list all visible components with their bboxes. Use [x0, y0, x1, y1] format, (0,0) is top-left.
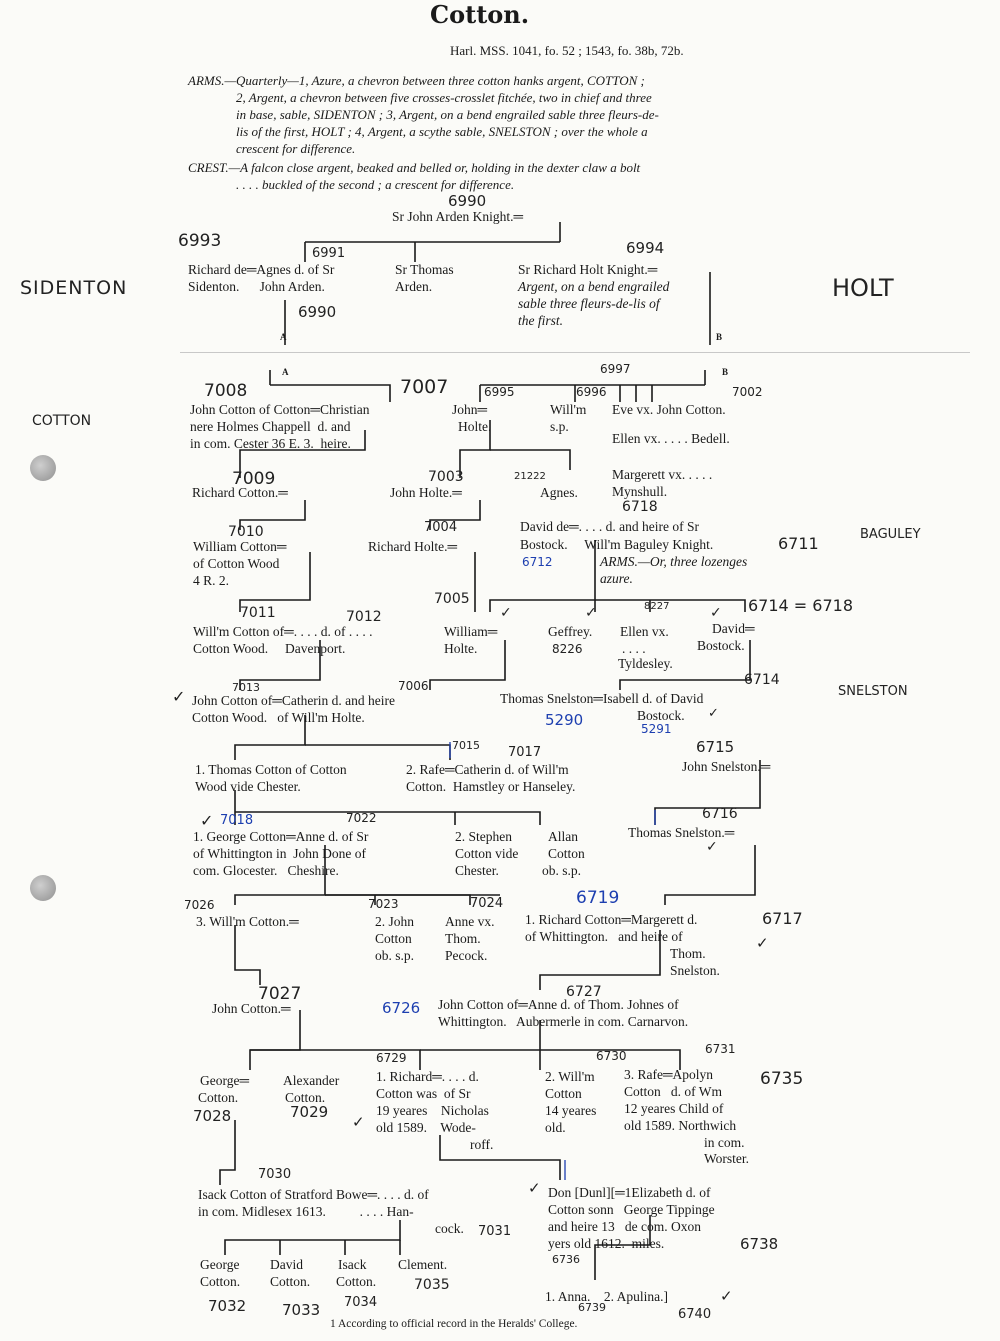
mark-b: B: [722, 367, 729, 377]
person-willm-14-line3: 14 yeares: [545, 1103, 597, 1118]
check-mark: ✓: [708, 706, 719, 721]
person-william-cotton-line2: of Cotton Wood: [193, 556, 280, 571]
annotation-7033: 7033: [282, 1301, 321, 1319]
holt-arms-line3: the first.: [518, 313, 564, 328]
person-don-line2: Cotton sonn George Tippinge: [548, 1202, 715, 1217]
person-john-cotton-wood-line1: John Cotton of═Catherin d. and heire: [192, 693, 396, 708]
person-george-cotton-line1: 1. George Cotton═Anne d. of Sr: [193, 829, 369, 844]
holt-arms-line2: sable three fleurs-de-lis of: [518, 296, 660, 311]
person-allan-line3: ob. s.p.: [542, 863, 582, 878]
person-david-bostock-2-line2: Bostock.: [697, 638, 745, 653]
annotation-6719: 6719: [576, 888, 620, 908]
person-thomas-arden-line2: Arden.: [395, 279, 433, 294]
person-isack-line3: cock.: [435, 1221, 464, 1236]
person-rafe-12-line1: 3. Rafe═Apolyn: [624, 1067, 714, 1082]
annotation-7010: 7010: [228, 524, 264, 540]
annotation-7024: 7024: [470, 896, 504, 911]
person-george-cotton-2-line2: Cotton.: [198, 1090, 239, 1105]
person-richard-19-line1: 1. Richard═. . . . d.: [376, 1069, 479, 1084]
person-richard-holt: Sr Richard Holt Knight.═: [518, 262, 658, 277]
person-rafe-12-line5: in com.: [704, 1135, 745, 1150]
person-don-line1: Don [Dunl][═1Elizabeth d. of: [548, 1185, 711, 1200]
person-agnes: Agnes.: [540, 485, 578, 500]
annotation-7013: 7013: [232, 681, 260, 694]
person-son-david: David: [270, 1257, 303, 1272]
annotation-7030: 7030: [258, 1167, 292, 1182]
annotation-6995: 6995: [484, 385, 515, 399]
margin-note-sidenton: SIDENTON: [20, 277, 128, 299]
annotation-6712: 6712: [522, 555, 553, 569]
person-ellen-bedell: Ellen vx. . . . . Bedell.: [612, 431, 730, 446]
annotation-6717: 6717: [762, 909, 803, 928]
margin-note-baguley: BAGULEY: [860, 527, 921, 542]
person-john-cotton-1-line2: nere Holmes Chappell d. and: [190, 419, 351, 434]
person-john-arden: Sr John Arden Knight.═: [392, 209, 524, 224]
annotation-6994: 6994: [626, 239, 665, 257]
surname-david: Cotton.: [270, 1274, 311, 1289]
annotation-6736: 6736: [552, 1253, 580, 1266]
annotation-6990-top: 6990: [448, 192, 487, 210]
margin-note-holt: HOLT: [832, 274, 894, 302]
person-don-line3: and heire 13 de com. Oxon: [548, 1219, 701, 1234]
person-willm-cotton-wood-line1: Will'm Cotton of═. . . . d. of . . . .: [193, 624, 373, 639]
person-willm-cotton-wood-line2: Cotton Wood. Davenport.: [193, 641, 346, 656]
person-thomas-snelston-2: Thomas Snelston.═: [628, 825, 735, 840]
person-alexander-line2: Cotton.: [285, 1090, 326, 1105]
annotation-6731: 6731: [705, 1042, 736, 1056]
annotation-6715: 6715: [696, 738, 735, 756]
annotation-6718: 6718: [622, 499, 658, 515]
person-john-holte-1-line1: John═: [452, 402, 488, 417]
manuscript-reference: Harl. MSS. 1041, fo. 52 ; 1543, fo. 38b, 72b.: [450, 43, 684, 58]
page-title: Cotton.: [430, 0, 530, 29]
annotation-8227: 8227: [644, 601, 670, 612]
person-alexander-line1: Alexander: [283, 1073, 340, 1088]
person-richard-19-line2: Cotton was of Sr: [376, 1086, 471, 1101]
annotation-6993: 6993: [178, 231, 222, 251]
person-david-bostock-line2: Bostock. Will'm Baguley Knight.: [520, 537, 714, 552]
annotation-7028: 7028: [193, 1107, 232, 1125]
annotation-7012: 7012: [346, 609, 382, 625]
annotation-7022: 7022: [346, 811, 377, 825]
person-thomas-cotton-line1: 1. Thomas Cotton of Cotton: [195, 762, 347, 777]
baguley-arms-line2: azure.: [600, 571, 633, 586]
arms-line-5: crescent for difference.: [236, 141, 356, 156]
check-mark: ✓: [756, 934, 769, 952]
person-richard-cotton-1: Richard Cotton.═: [192, 485, 288, 500]
person-richard-whittington-line2: of Whittington. and heire of: [525, 929, 683, 944]
annotation-21222: 21222: [514, 471, 546, 482]
arms-line-3: in base, sable, SIDENTON ; 3, Argent, on a bend engrailed sable three fleurs-de-: [236, 107, 659, 122]
person-willm-1-line2: s.p.: [550, 419, 569, 434]
person-john-cotton-1-line1: John Cotton of Cotton═Christian: [190, 402, 370, 417]
person-john-cotton-wood-line2: Cotton Wood. of Will'm Holte.: [192, 710, 365, 725]
fold-line: [180, 352, 970, 353]
person-don-line4: yers old 1612. miles.: [548, 1236, 665, 1251]
person-son-clement: Clement.: [398, 1257, 448, 1272]
person-richard-sidenton-line2: Sidenton. John Arden.: [188, 279, 325, 294]
person-anne-pecock-line1: Anne vx.: [445, 914, 495, 929]
person-margerett-line2: Mynshull.: [612, 484, 668, 499]
person-william-holte-line1: William═: [444, 624, 498, 639]
person-richard-whittington-line1: 1. Richard Cotton═Margerett d.: [525, 912, 698, 927]
person-richard-19-line5: roff.: [470, 1137, 494, 1152]
person-thomas-cotton-line2: Wood vide Chester.: [195, 779, 301, 794]
annotation-7029: 7029: [290, 1103, 329, 1121]
check-mark: ✓: [500, 605, 512, 621]
person-george-cotton-2-line1: George═: [200, 1073, 250, 1088]
annotation-7002: 7002: [732, 385, 763, 399]
person-son-isack: Isack: [338, 1257, 367, 1272]
annotation-6714: 6714: [744, 672, 780, 688]
check-mark: ✓: [200, 811, 214, 830]
annotation-6738: 6738: [740, 1235, 779, 1253]
person-anne-pecock-line3: Pecock.: [445, 948, 488, 963]
person-ellen-tyldesley-line2: . . . .: [622, 641, 646, 656]
annotation-7026: 7026: [184, 898, 215, 912]
surname-george: Cotton.: [200, 1274, 241, 1289]
arms-line-2: 2, Argent, a chevron between five crosses-crosslet fitchée, two in chief and three: [236, 90, 652, 105]
person-margerett-line1: Margerett vx. . . . .: [612, 467, 713, 482]
footnote: 1 According to official record in the Heralds' College.: [330, 1318, 578, 1330]
person-stephen-line1: 2. Stephen: [455, 829, 512, 844]
annotation-7031: 7031: [478, 1224, 512, 1239]
annotation-6991: 6991: [312, 246, 346, 261]
check-mark: ✓: [710, 605, 722, 621]
annotation-6740: 6740: [678, 1307, 712, 1322]
person-richard-19-line4: old 1589. Wode-: [376, 1120, 476, 1135]
annotation-7023: 7023: [368, 897, 399, 911]
person-richard-sidenton-line1: Richard de═Agnes d. of Sr: [188, 262, 335, 277]
person-thomas-arden-line1: Sr Thomas: [395, 262, 454, 277]
annotation-7006: 7006: [398, 679, 429, 693]
person-allan-line2: Cotton: [548, 846, 585, 861]
annotation-7017: 7017: [508, 745, 542, 760]
check-mark: ✓: [720, 1287, 733, 1305]
crest-line-1: CREST.—A falcon close argent, beaked and belled or, holding in the dexter claw a bolt: [188, 160, 641, 175]
person-john-cotton-lower: John Cotton.═: [212, 1001, 291, 1016]
annotation-7004: 7004: [424, 520, 458, 535]
person-stephen-line3: Chester.: [455, 863, 499, 878]
annotation-7008: 7008: [204, 381, 248, 401]
annotation-6716: 6716: [702, 806, 738, 822]
person-rafe-cotton-line1: 2. Rafe═Catherin d. of Will'm: [406, 762, 569, 777]
person-john-cotton-whittington-line2: Whittington. Aubermerle in com. Carnarvon.: [438, 1014, 689, 1029]
arms-line-4: lis of the first, HOLT ; 4, Argent, a scythe sable, SNELSTON ; over the whole a: [236, 124, 648, 139]
annotation-7009: 7009: [232, 469, 276, 489]
arms-line-1: ARMS.—Quarterly—1, Azure, a chevron between three cotton hanks argent, COTTON ;: [188, 73, 645, 88]
margin-note-cotton: COTTON: [32, 413, 92, 429]
annotation-7027: 7027: [258, 984, 302, 1004]
annotation-7034: 7034: [344, 1295, 378, 1310]
person-ellen-tyldesley-line3: Tyldesley.: [618, 656, 673, 671]
person-rafe-12-line6: Worster.: [704, 1151, 750, 1166]
person-john-2-line1: 2. John: [375, 914, 415, 929]
person-john-cotton-1-line3: in com. Cester 36 E. 3. heire.: [190, 436, 351, 451]
mark-a: A: [282, 367, 289, 377]
check-mark: ✓: [352, 1113, 365, 1131]
annotation-8226: 8226: [552, 642, 583, 656]
person-willm-cotton-3: 3. Will'm Cotton.═: [196, 914, 299, 929]
person-stephen-line2: Cotton vide: [455, 846, 519, 861]
person-anne-pecock-line2: Thom.: [445, 931, 481, 946]
person-ellen-tyldesley-line1: Ellen vx.: [620, 624, 669, 639]
mark-a: A: [280, 332, 287, 342]
person-george-cotton-line2: of Whittington in John Done of: [193, 846, 366, 861]
person-john-cotton-whittington-line1: John Cotton of═Anne d. of Thom. Johnes of: [438, 997, 679, 1012]
annotation-6990: 6990: [298, 303, 337, 321]
check-mark: ✓: [528, 1179, 541, 1197]
baguley-arms-line1: ARMS.—Or, three lozenges: [600, 554, 748, 569]
person-john-2-line2: Cotton: [375, 931, 412, 946]
annotation-5291: 5291: [641, 722, 672, 736]
crest-line-2: . . . . buckled of the second ; a crescent for difference.: [236, 177, 515, 192]
person-william-holte-line2: Holte.: [444, 641, 478, 656]
person-john-holte-2: John Holte.═: [390, 485, 462, 500]
person-daughters: 1. Anna. 2. Apulina.]: [545, 1289, 668, 1304]
annotation-6714-eq-6718: 6714 = 6718: [748, 596, 854, 615]
person-willm-1-line1: Will'm: [550, 402, 587, 417]
annotation-6730: 6730: [596, 1049, 627, 1063]
person-son-george: George: [200, 1257, 240, 1272]
person-allan-line1: Allan: [548, 829, 578, 844]
annotation-6735: 6735: [760, 1069, 804, 1089]
person-geffrey: Geffrey.: [548, 624, 593, 639]
annotation-6997: 6997: [600, 362, 631, 376]
person-richard-whittington-line3: Thom.: [670, 946, 706, 961]
annotation-6711: 6711: [778, 534, 819, 553]
annotation-7003: 7003: [428, 469, 464, 485]
mark-b: B: [716, 332, 723, 342]
person-richard-19-line3: 19 yeares Nicholas: [376, 1103, 489, 1118]
person-john-2-line3: ob. s.p.: [375, 948, 415, 963]
person-eve: Eve vx. John Cotton.: [612, 402, 726, 417]
person-rafe-12-line4: old 1589. Northwich: [624, 1118, 737, 1133]
annotation-7005: 7005: [434, 591, 470, 607]
person-richard-holte: Richard Holte.═: [368, 539, 458, 554]
check-mark: ✓: [706, 839, 718, 855]
person-rafe-cotton-line2: Cotton. Hamstley or Hanseley.: [406, 779, 576, 794]
annotation-5290: 5290: [545, 711, 584, 729]
check-mark: ✓: [585, 605, 597, 621]
annotation-7007: 7007: [400, 376, 449, 398]
person-thomas-snelston: Thomas Snelston═Isabell d. of David: [500, 691, 704, 706]
annotation-7015: 7015: [452, 739, 480, 752]
person-rafe-12-line3: 12 yeares Child of: [624, 1101, 724, 1116]
person-rafe-12-line2: Cotton d. of Wm: [624, 1084, 723, 1099]
surname-isack: Cotton.: [336, 1274, 377, 1289]
person-willm-14-line2: Cotton: [545, 1086, 582, 1101]
annotation-6996: 6996: [576, 385, 607, 399]
person-john-snelston: John Snelston.═: [682, 759, 771, 774]
check-mark: ✓: [172, 687, 186, 706]
person-richard-whittington-line4: Snelston.: [670, 963, 720, 978]
annotation-6739: 6739: [578, 1301, 606, 1314]
annotation-7018: 7018: [220, 813, 254, 828]
annotation-7032: 7032: [208, 1297, 247, 1315]
person-isack-line2: in com. Midlesex 1613. . . . . Han-: [198, 1204, 414, 1219]
person-willm-14-line4: old.: [545, 1120, 566, 1135]
person-bostock: Bostock.: [637, 708, 685, 723]
annotation-6726: 6726: [382, 999, 421, 1017]
holt-arms-line1: Argent, on a bend engrailed: [518, 279, 670, 294]
person-david-bostock-line1: David de═. . . . d. and heire of Sr: [520, 519, 700, 534]
annotation-7011: 7011: [240, 605, 276, 621]
margin-note-snelston: SNELSTON: [838, 684, 908, 699]
person-william-cotton-line3: 4 R. 2.: [193, 573, 230, 588]
person-david-bostock-2-line1: David═: [712, 621, 755, 636]
person-john-holte-1-line2: Holte.: [458, 419, 492, 434]
annotation-6729: 6729: [376, 1051, 407, 1065]
person-george-cotton-line3: com. Glocester. Cheshire.: [193, 863, 339, 878]
person-william-cotton-line1: William Cotton═: [193, 539, 287, 554]
annotation-7035: 7035: [414, 1277, 450, 1293]
person-willm-14-line1: 2. Will'm: [545, 1069, 595, 1084]
person-isack-line1: Isack Cotton of Stratford Bowe═. . . . d. of: [198, 1187, 429, 1202]
annotation-6727: 6727: [566, 984, 602, 1000]
